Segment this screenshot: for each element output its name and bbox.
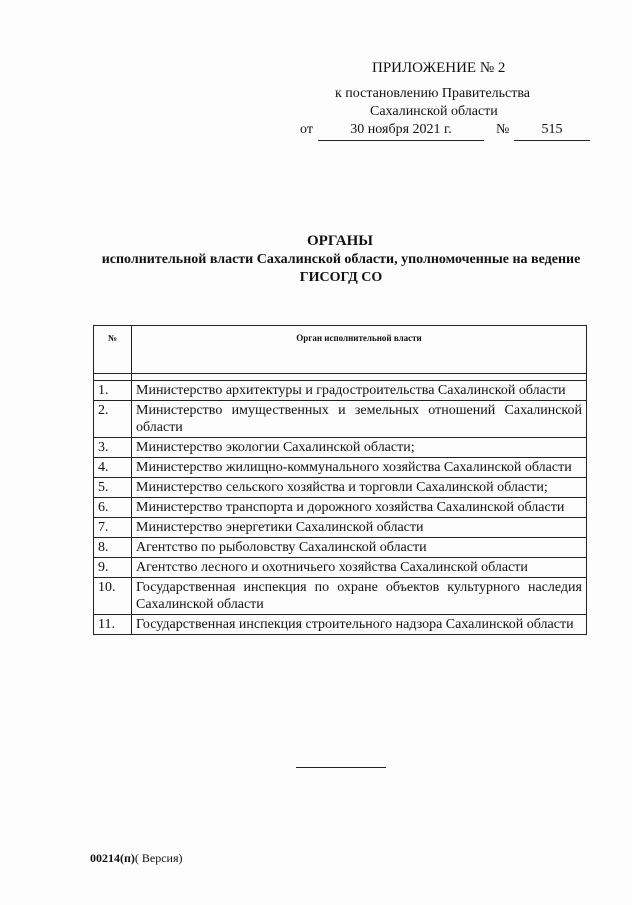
table-row bbox=[94, 558, 587, 578]
row-number: 2. bbox=[94, 401, 132, 438]
column-header-number: № bbox=[94, 326, 132, 374]
organ-name: Агентство по рыболовству Сахалинской области bbox=[132, 538, 587, 558]
row-number: 5. bbox=[94, 478, 132, 498]
row-number: 9. bbox=[94, 558, 132, 578]
row-number: 6. bbox=[94, 498, 132, 518]
row-number: 7. bbox=[94, 518, 132, 538]
row-number: 11. bbox=[94, 615, 132, 635]
table-row bbox=[94, 498, 587, 518]
organ-name: Министерство сельского хозяйства и торговли Сахалинской области; bbox=[132, 478, 587, 498]
table-row bbox=[94, 615, 587, 635]
column-header-organ: Орган исполнительной власти bbox=[132, 326, 587, 374]
organ-name: Министерство архитектуры и градостроительства Сахалинской области bbox=[132, 381, 587, 401]
row-number: 8. bbox=[94, 538, 132, 558]
table-row bbox=[94, 381, 587, 401]
row-number: 4. bbox=[94, 458, 132, 478]
organ-name: Министерство экологии Сахалинской области; bbox=[132, 438, 587, 458]
document-subtitle: исполнительной власти Сахалинской области, уполномоченные на ведение ГИСОГД СО bbox=[101, 252, 581, 285]
organ-name: Министерство транспорта и дорожного хозяйства Сахалинской области bbox=[132, 498, 587, 518]
end-divider bbox=[296, 767, 386, 768]
reference-line-2: Сахалинской области bbox=[370, 104, 498, 119]
table-row bbox=[94, 401, 587, 438]
table-header-row bbox=[94, 326, 587, 374]
document-title: ОРГАНЫ bbox=[307, 233, 373, 249]
footer-code bbox=[90, 851, 183, 866]
table-spacer-row bbox=[94, 374, 587, 381]
organ-name: Государственная инспекция по охране объектов культурного наследия Сахалинской области bbox=[132, 578, 587, 615]
from-label: от bbox=[300, 122, 313, 137]
appendix-label: ПРИЛОЖЕНИЕ № 2 bbox=[372, 60, 506, 76]
table-row bbox=[94, 458, 587, 478]
table-row bbox=[94, 538, 587, 558]
resolution-date: 30 ноября 2021 г. bbox=[318, 122, 484, 141]
footer-version: ( Версия) bbox=[134, 851, 183, 865]
organs-table bbox=[93, 325, 587, 635]
organ-name: Министерство имущественных и земельных отношений Сахалинской области bbox=[132, 401, 587, 438]
reference-line-1: к постановлению Правительства bbox=[335, 86, 531, 101]
organ-name: Агентство лесного и охотничьего хозяйства Сахалинской области bbox=[132, 558, 587, 578]
number-label: № bbox=[496, 122, 510, 137]
row-number: 10. bbox=[94, 578, 132, 615]
resolution-number: 515 bbox=[514, 122, 590, 141]
table-row bbox=[94, 578, 587, 615]
table-row bbox=[94, 438, 587, 458]
row-number: 3. bbox=[94, 438, 132, 458]
table-row bbox=[94, 518, 587, 538]
organ-name: Министерство энергетики Сахалинской области bbox=[132, 518, 587, 538]
organ-name: Государственная инспекция строительного надзора Сахалинской области bbox=[132, 615, 587, 635]
organ-name: Министерство жилищно-коммунального хозяйства Сахалинской области bbox=[132, 458, 587, 478]
footer-document-code: 00214(п) bbox=[90, 851, 135, 865]
table-row bbox=[94, 478, 587, 498]
row-number: 1. bbox=[94, 381, 132, 401]
